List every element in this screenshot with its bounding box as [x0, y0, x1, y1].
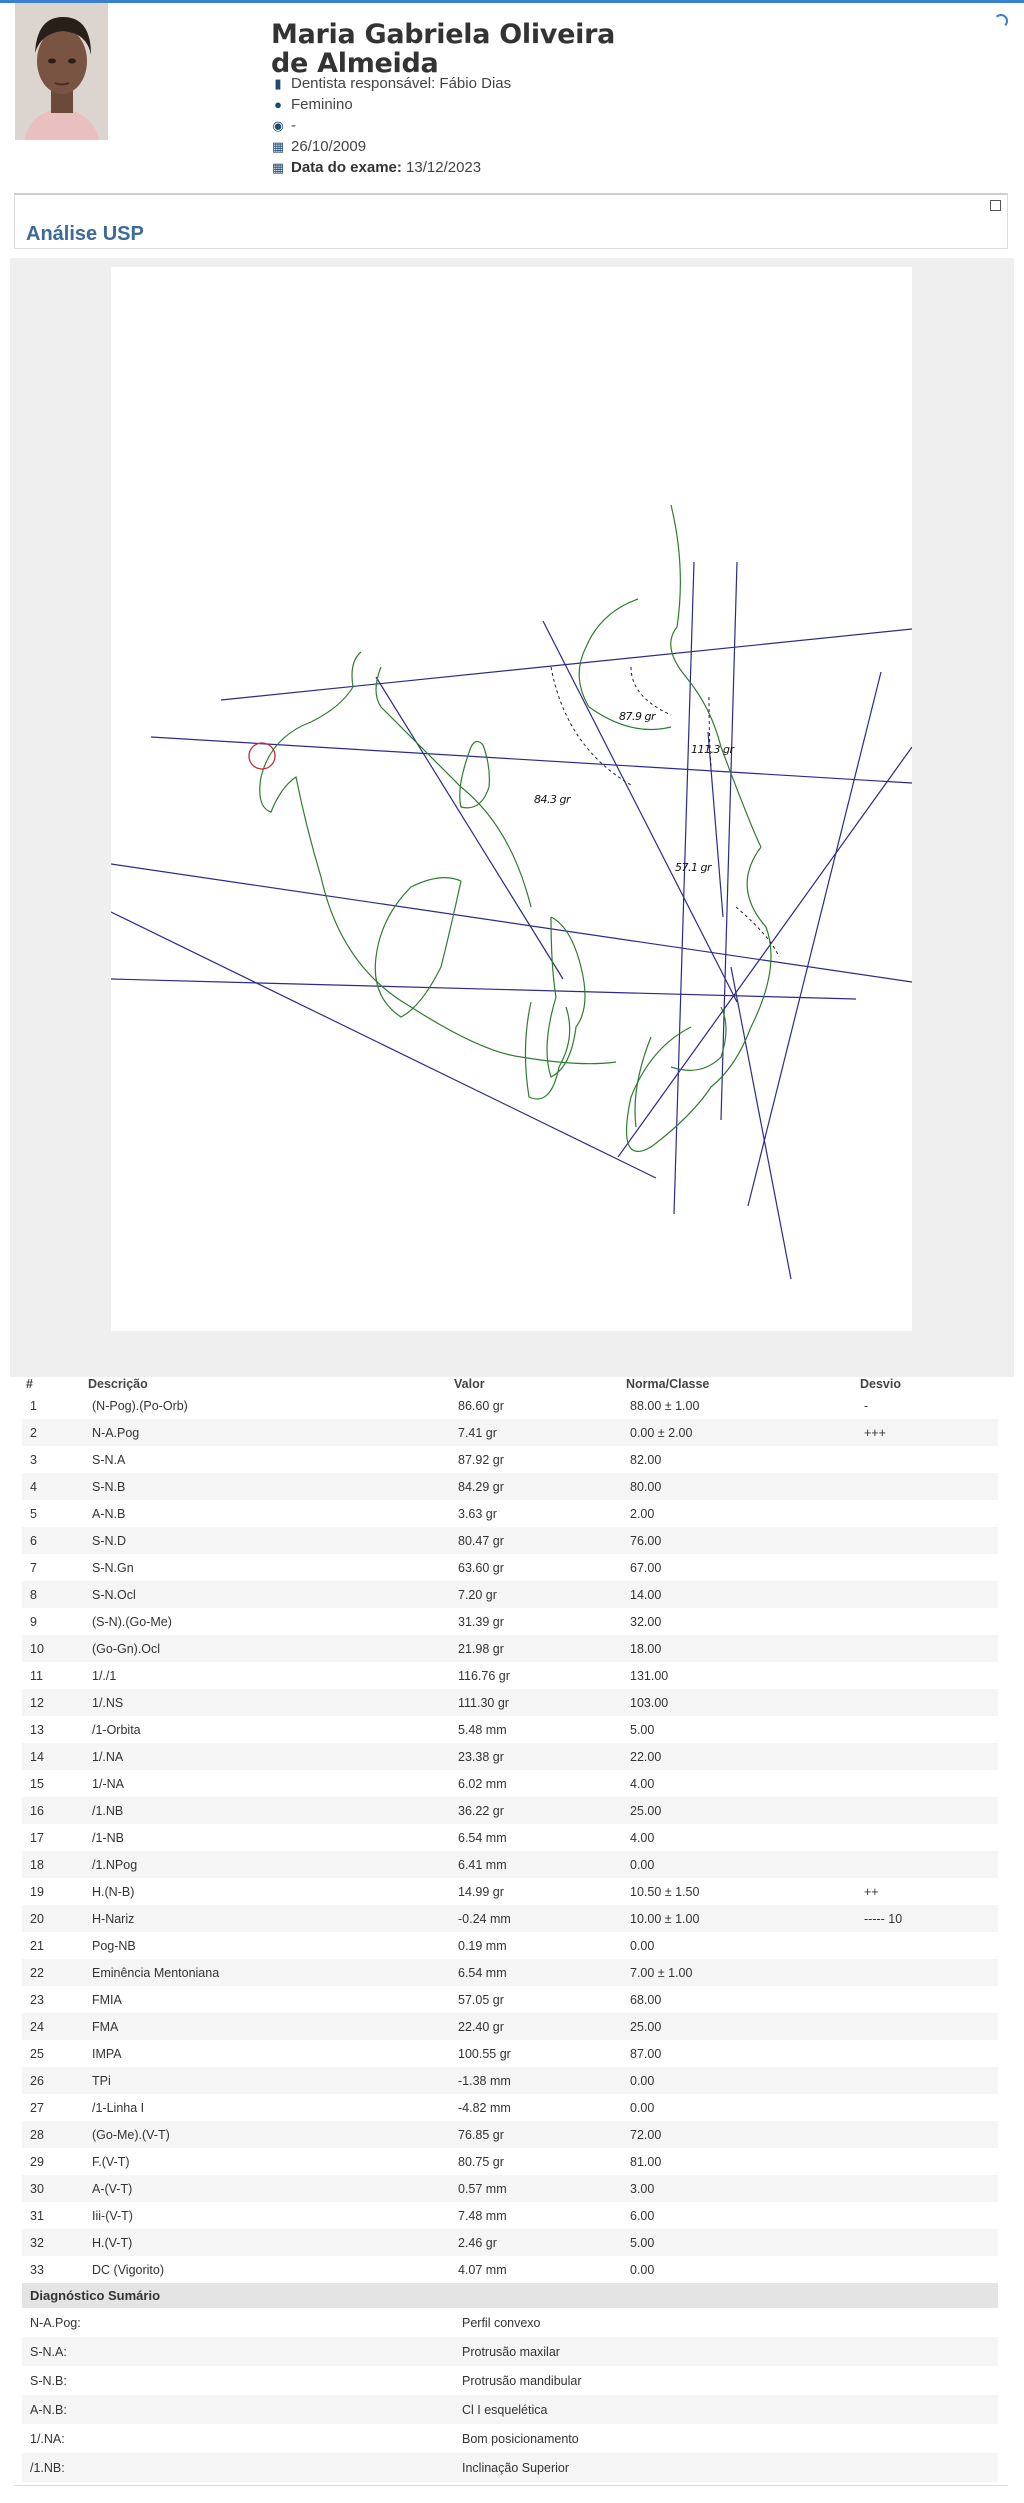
porion-marker: [249, 743, 275, 769]
row-number: 32: [22, 2229, 84, 2256]
table-row: [22, 1743, 998, 1770]
row-description: 1/./1: [92, 1668, 117, 1683]
row-number: 14: [22, 1743, 84, 1770]
row-deviation: [856, 2121, 998, 2148]
row-description: F.(V-T): [92, 2154, 130, 2169]
row-number: 17: [30, 1830, 44, 1845]
birth-date-value: 26/10/2009: [291, 138, 367, 155]
calendar-icon: ▦: [271, 139, 285, 154]
table-row: [22, 2256, 998, 2283]
row-description: 1/-NA: [92, 1776, 124, 1791]
row-deviation: ++: [864, 1884, 879, 1899]
row-description: IMPA: [92, 2046, 122, 2061]
row-description: Iii-(V-T): [92, 2208, 133, 2223]
table-row: [22, 1770, 998, 1797]
table-row: [22, 2067, 998, 2094]
row-deviation: [856, 1959, 998, 1986]
row-number: 6: [22, 1527, 84, 1554]
row-number: 7: [30, 1560, 37, 1575]
exam-date-value: 13/12/2023: [406, 159, 482, 176]
row-description: H.(V-T): [84, 2229, 450, 2256]
row-number: 5: [30, 1506, 37, 1521]
row-norm: 0.00: [622, 1851, 856, 1878]
table-row: [22, 1608, 998, 1635]
table-row: [22, 1716, 998, 1743]
row-value: 111.30 gr: [450, 1689, 622, 1716]
birth-date-info: [271, 137, 366, 157]
table-row: [22, 1851, 998, 1878]
row-description: S-N.Gn: [92, 1560, 134, 1575]
row-deviation: [856, 2013, 998, 2040]
angle-label: 87.9 gr: [619, 710, 655, 723]
diagnosis-summary: [22, 2283, 998, 2482]
row-number: 2: [22, 1419, 84, 1446]
diagnosis-measure: S-N.A:: [22, 2337, 454, 2366]
top-progress-bar: [0, 0, 1024, 3]
row-number: 3: [30, 1452, 37, 1467]
row-value: 0.19 mm: [458, 1938, 507, 1953]
column-header: Valor: [454, 1377, 485, 1391]
table-row: [22, 1878, 998, 1905]
diagnosis-measure: 1/.NA:: [30, 2431, 65, 2446]
row-norm: 103.00: [622, 1689, 856, 1716]
row-norm: 5.00: [630, 1722, 655, 1737]
row-value: 7.41 gr: [450, 1419, 622, 1446]
row-value: -0.24 mm: [450, 1905, 622, 1932]
row-deviation: [856, 1824, 998, 1851]
row-value: 6.54 mm: [450, 1959, 622, 1986]
row-description: S-N.A: [92, 1452, 126, 1467]
row-number: 12: [22, 1689, 84, 1716]
row-number: 11: [30, 1668, 43, 1683]
row-deviation: [856, 1797, 998, 1824]
tracing-svg: [111, 267, 912, 1331]
table-row: [22, 1662, 998, 1689]
row-value: 3.63 gr: [458, 1506, 497, 1521]
row-deviation: -: [864, 1398, 869, 1413]
row-value: 57.05 gr: [458, 1992, 504, 2007]
diagnosis-row: [22, 2337, 998, 2366]
diagnosis-measure: S-N.B:: [30, 2373, 67, 2388]
diagnosis-result: Cl I esquelética: [454, 2395, 998, 2424]
row-deviation: [856, 2175, 998, 2202]
row-deviation: [856, 2094, 998, 2121]
row-value: 36.22 gr: [450, 1797, 622, 1824]
row-description: N-A.Pog: [84, 1419, 450, 1446]
row-norm: 3.00: [622, 2175, 856, 2202]
row-norm: 25.00: [622, 1797, 856, 1824]
row-deviation: [856, 1986, 998, 2013]
row-description: FMA: [84, 2013, 450, 2040]
column-header: #: [26, 1377, 33, 1391]
row-value: 31.39 gr: [458, 1614, 504, 1629]
row-norm: 18.00: [622, 1635, 856, 1662]
table-row: [22, 1905, 998, 1932]
row-value: 87.92 gr: [458, 1452, 504, 1467]
row-number: 30: [22, 2175, 84, 2202]
row-number: 22: [22, 1959, 84, 1986]
row-deviation: [856, 1851, 998, 1878]
patient-name: Maria Gabriela Oliveira de Almeida: [271, 19, 616, 79]
row-value: 80.47 gr: [450, 1527, 622, 1554]
row-deviation: [856, 1932, 998, 1959]
row-number: 25: [30, 2046, 44, 2061]
row-deviation: [856, 2256, 998, 2283]
row-number: 18: [22, 1851, 84, 1878]
diagnosis-row: [22, 2424, 998, 2453]
row-deviation: [856, 1770, 998, 1797]
row-number: 15: [30, 1776, 44, 1791]
table-row: [22, 2202, 998, 2229]
diagnosis-row: [22, 2366, 998, 2395]
row-number: 8: [22, 1581, 84, 1608]
row-norm: 131.00: [630, 1668, 669, 1683]
row-description: 1/.NA: [84, 1743, 450, 1770]
table-row: [22, 1554, 998, 1581]
row-description: S-N.Ocl: [84, 1581, 450, 1608]
table-row: [22, 2121, 998, 2148]
dentist-label: Dentista responsável:: [291, 75, 436, 92]
angle-label: 111.3 gr: [691, 743, 734, 756]
table-row: [22, 2094, 998, 2121]
row-description: FMIA: [92, 1992, 122, 2007]
diagnosis-row: [22, 2395, 998, 2424]
row-description: H-Nariz: [84, 1905, 450, 1932]
row-deviation: [856, 1635, 998, 1662]
row-description: /1-Orbita: [92, 1722, 141, 1737]
gender-info: [271, 95, 353, 115]
row-norm: 32.00: [630, 1614, 662, 1629]
row-value: 2.46 gr: [450, 2229, 622, 2256]
row-description: (Go-Me).(V-T): [84, 2121, 450, 2148]
row-value: 5.48 mm: [458, 1722, 507, 1737]
row-number: 19: [30, 1884, 44, 1899]
row-norm: 10.00 ± 1.00: [622, 1905, 856, 1932]
table-row: [22, 1473, 998, 1500]
row-value: 6.54 mm: [458, 1830, 507, 1845]
row-deviation: [856, 1581, 998, 1608]
row-description: S-N.D: [84, 1527, 450, 1554]
column-header: Descrição: [88, 1377, 148, 1391]
row-number: 28: [22, 2121, 84, 2148]
diagnosis-result: Inclinação Superior: [454, 2453, 998, 2482]
row-deviation: [856, 1527, 998, 1554]
location-value: -: [291, 117, 296, 134]
row-description: (S-N).(Go-Me): [92, 1614, 172, 1629]
row-number: 10: [22, 1635, 84, 1662]
row-norm: 0.00 ± 2.00: [622, 1419, 856, 1446]
row-value: 22.40 gr: [450, 2013, 622, 2040]
row-norm: 67.00: [630, 1560, 662, 1575]
row-norm: 76.00: [622, 1527, 856, 1554]
diagnosis-row: [22, 2308, 998, 2337]
location-info: [271, 116, 296, 136]
row-number: 4: [22, 1473, 84, 1500]
analysis-panel: [14, 193, 1008, 249]
row-norm: 6.00: [630, 2208, 655, 2223]
row-deviation: [856, 1554, 998, 1581]
row-deviation: [856, 2229, 998, 2256]
row-description: A-(V-T): [84, 2175, 450, 2202]
row-description: (N-Pog).(Po-Orb): [92, 1398, 188, 1413]
patient-photo: [15, 3, 108, 140]
row-number: 26: [22, 2067, 84, 2094]
row-value: 80.75 gr: [458, 2154, 504, 2169]
row-description: /1.NPog: [84, 1851, 450, 1878]
diagnosis-result: Perfil convexo: [462, 2315, 541, 2330]
row-deviation: ----- 10: [856, 1905, 998, 1932]
row-description: 1/.NS: [84, 1689, 450, 1716]
row-number: 21: [30, 1938, 44, 1953]
row-norm: 82.00: [630, 1452, 662, 1467]
exam-date-info: [271, 158, 481, 178]
diagnosis-title: Diagnóstico Sumário: [22, 2283, 998, 2308]
row-norm: 22.00: [622, 1743, 856, 1770]
row-number: 23: [30, 1992, 44, 2007]
row-value: 84.29 gr: [450, 1473, 622, 1500]
row-value: 0.57 mm: [450, 2175, 622, 2202]
table-row: [22, 2040, 998, 2067]
row-description: A-N.B: [92, 1506, 126, 1521]
row-deviation: [856, 2067, 998, 2094]
row-deviation: [856, 1473, 998, 1500]
row-value: 7.20 gr: [450, 1581, 622, 1608]
row-norm: 0.00: [630, 2262, 655, 2277]
row-norm: 80.00: [622, 1473, 856, 1500]
row-description: Pog-NB: [92, 1938, 136, 1953]
diagnosis-measure: A-N.B:: [22, 2395, 454, 2424]
exam-date-label: Data do exame:: [291, 159, 402, 176]
row-norm: 25.00: [622, 2013, 856, 2040]
row-description: /1.NB: [84, 1797, 450, 1824]
calendar-icon: ▦: [271, 160, 285, 175]
table-row: [22, 1959, 998, 1986]
table-row: [22, 1797, 998, 1824]
row-norm: 10.50 ± 1.50: [630, 1884, 700, 1899]
table-row: [22, 1986, 998, 2013]
angle-label: 57.1 gr: [675, 861, 711, 874]
row-value: 21.98 gr: [450, 1635, 622, 1662]
spinner-icon: [994, 14, 1008, 28]
table-row: [22, 1689, 998, 1716]
row-value: 6.02 mm: [458, 1776, 507, 1791]
row-value: -1.38 mm: [450, 2067, 622, 2094]
table-row: [22, 2175, 998, 2202]
table-row: [22, 1635, 998, 1662]
bookmark-icon: ▮: [274, 76, 282, 91]
analysis-title: Análise USP: [26, 223, 144, 245]
cephalometric-tracing: [111, 267, 912, 1331]
row-norm: 0.00: [622, 2067, 856, 2094]
table-row: [22, 1446, 998, 1473]
row-number: 9: [30, 1614, 37, 1629]
row-deviation: [856, 1500, 998, 1527]
row-norm: 68.00: [630, 1992, 662, 2007]
column-header: Desvio: [860, 1377, 901, 1391]
diagnosis-result: Protrusão mandibular: [462, 2373, 582, 2388]
row-norm: 72.00: [622, 2121, 856, 2148]
table-row: [22, 1581, 998, 1608]
row-norm: 2.00: [630, 1506, 655, 1521]
table-row: [22, 2229, 998, 2256]
row-value: 6.41 mm: [450, 1851, 622, 1878]
column-header: Norma/Classe: [626, 1377, 710, 1391]
table-row: [22, 2013, 998, 2040]
row-description: S-N.B: [84, 1473, 450, 1500]
row-norm: 14.00: [622, 1581, 856, 1608]
row-deviation: [856, 1689, 998, 1716]
edit-icon[interactable]: [990, 200, 1001, 211]
row-norm: 81.00: [630, 2154, 662, 2169]
row-deviation: +++: [856, 1419, 998, 1446]
user-icon: ●: [274, 97, 282, 112]
row-value: 23.38 gr: [450, 1743, 622, 1770]
row-value: 7.48 mm: [458, 2208, 507, 2223]
row-deviation: [856, 1446, 998, 1473]
row-deviation: [856, 1743, 998, 1770]
row-number: 24: [22, 2013, 84, 2040]
row-description: (Go-Gn).Ocl: [84, 1635, 450, 1662]
row-description: TPi: [84, 2067, 450, 2094]
row-value: 100.55 gr: [458, 2046, 511, 2061]
row-description: H.(N-B): [92, 1884, 135, 1899]
row-deviation: [856, 2148, 998, 2175]
row-norm: 88.00 ± 1.00: [630, 1398, 700, 1413]
diagnosis-measure: /1.NB:: [22, 2453, 454, 2482]
row-value: 63.60 gr: [458, 1560, 504, 1575]
row-number: 20: [22, 1905, 84, 1932]
diagnosis-row: [22, 2453, 998, 2482]
divider: [14, 2485, 1008, 2486]
row-description: Eminência Mentoniana: [84, 1959, 450, 1986]
dentist-info: [271, 74, 511, 94]
row-deviation: [856, 2040, 998, 2067]
row-norm: 4.00: [630, 1776, 655, 1791]
row-norm: 5.00: [622, 2229, 856, 2256]
row-description: /1-NB: [92, 1830, 124, 1845]
row-value: 86.60 gr: [458, 1398, 504, 1413]
table-row: [22, 1932, 998, 1959]
row-norm: 4.00: [630, 1830, 655, 1845]
diagnosis-result: Bom posicionamento: [462, 2431, 579, 2446]
row-value: 76.85 gr: [450, 2121, 622, 2148]
row-number: 27: [30, 2100, 44, 2115]
row-norm: 7.00 ± 1.00: [622, 1959, 856, 1986]
gender-value: Feminino: [291, 96, 353, 113]
row-norm: 0.00: [630, 1938, 655, 1953]
row-description: DC (Vigorito): [92, 2262, 165, 2277]
table-row: [22, 2148, 998, 2175]
table-row: [22, 1527, 998, 1554]
dentist-name: Fábio Dias: [439, 75, 512, 92]
table-row: [22, 1392, 998, 1419]
row-norm: 0.00: [630, 2100, 655, 2115]
row-number: 31: [30, 2208, 44, 2223]
row-value: 116.76 gr: [458, 1668, 510, 1683]
row-number: 33: [30, 2262, 44, 2277]
table-row: [22, 1824, 998, 1851]
angle-label: 84.3 gr: [534, 793, 570, 806]
table-row: [22, 1419, 998, 1446]
map-marker-icon: ◉: [272, 118, 284, 133]
row-deviation: [856, 1716, 998, 1743]
table-header-row: [22, 1376, 998, 1392]
diagnosis-result: Protrusão maxilar: [454, 2337, 998, 2366]
row-norm: 87.00: [630, 2046, 662, 2061]
row-number: 16: [22, 1797, 84, 1824]
row-number: 1: [30, 1398, 37, 1413]
measurements-table: [22, 1376, 998, 2283]
row-value: -4.82 mm: [458, 2100, 511, 2115]
row-number: 13: [30, 1722, 44, 1737]
row-deviation: [856, 1608, 998, 1635]
diagnosis-measure: N-A.Pog:: [30, 2315, 81, 2330]
row-description: /1-Linha I: [92, 2100, 145, 2115]
row-deviation: [856, 2202, 998, 2229]
row-deviation: [856, 1662, 998, 1689]
row-value: 14.99 gr: [458, 1884, 504, 1899]
row-value: 4.07 mm: [458, 2262, 507, 2277]
table-row: [22, 1500, 998, 1527]
row-number: 29: [30, 2154, 44, 2169]
